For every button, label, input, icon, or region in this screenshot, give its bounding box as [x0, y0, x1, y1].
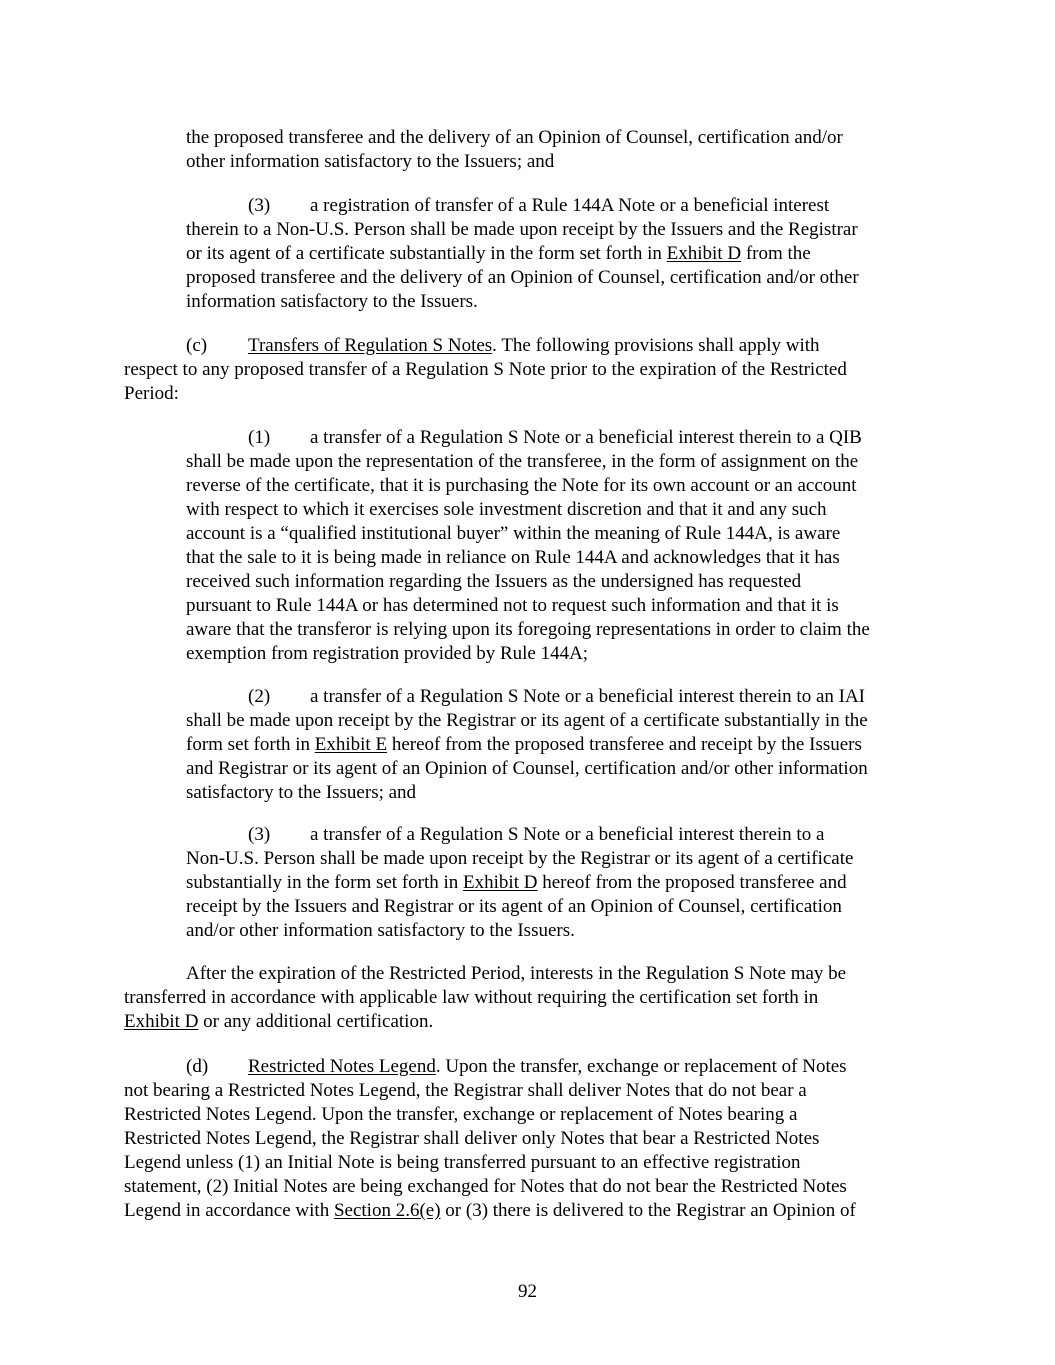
text-line: proposed transferee and the delivery of an Opinion of Counsel, certification and/or other — [186, 267, 859, 288]
clause-number: (c) — [186, 335, 208, 356]
section-heading: Transfers of Regulation S Notes — [248, 335, 493, 356]
text-line: a transfer of a Regulation S Note or a beneficial interest therein to an IAI — [310, 686, 866, 707]
text-line: from the — [741, 243, 811, 264]
text-line: other information satisfactory to the Issuers; and — [186, 151, 555, 172]
text-line: statement, (2) Initial Notes are being exchanged for Notes that do not bear the Restricted Notes — [124, 1176, 847, 1197]
text-line: Restricted Notes Legend, the Registrar shall deliver only Notes that bear a Restricted Notes — [124, 1128, 820, 1149]
text-line: shall be made upon receipt by the Registrar or its agent of a certificate substantially in the — [186, 710, 868, 731]
paragraph-after-expiration — [124, 962, 936, 1034]
paragraph-c3 — [186, 823, 936, 943]
paragraph-c — [124, 334, 936, 406]
text-line: Restricted Notes Legend. Upon the transfer, exchange or replacement of Notes bearing a — [124, 1104, 798, 1125]
text-line: pursuant to Rule 144A or has determined not to request such information and that it is — [186, 595, 839, 616]
text-line: substantially in the form set forth in — [186, 872, 464, 893]
text-line: receipt by the Issuers and Registrar or its agent of an Opinion of Counsel, certification — [186, 896, 842, 917]
text-line: satisfactory to the Issuers; and — [186, 782, 417, 803]
text-line: and/or other information satisfactory to the Issuers. — [186, 920, 575, 941]
text-line: Legend unless (1) an Initial Note is being transferred pursuant to an effective registration — [124, 1152, 801, 1173]
clause-number: (3) — [248, 824, 271, 845]
text-line: therein to a Non-U.S. Person shall be made upon receipt by the Issuers and the Registrar — [186, 219, 858, 240]
text-line: hereof from the proposed transferee and receipt by the Issuers — [387, 734, 862, 755]
paragraph-continuation — [186, 126, 936, 174]
text-line: with respect to which it exercises sole investment discretion and that it and any such — [186, 499, 827, 520]
text-line: Legend in accordance with — [124, 1200, 334, 1221]
text-line: or any additional certification. — [198, 1011, 434, 1032]
text-line: a transfer of a Regulation S Note or a beneficial interest therein to a QIB — [310, 427, 862, 448]
paragraph-c2 — [186, 685, 936, 805]
text-line: hereof from the proposed transferee and — [537, 872, 847, 893]
text-line: shall be made upon the representation of the transferee, in the form of assignment on the — [186, 451, 859, 472]
text-line: form set forth in — [186, 734, 315, 755]
text-line: . The following provisions shall apply with — [492, 335, 820, 356]
text-line: aware that the transferor is relying upon its foregoing representations in order to claim the — [186, 619, 870, 640]
text-line: Period: — [124, 383, 179, 404]
text-line: received such information regarding the Issuers as the undersigned has requested — [186, 571, 802, 592]
exhibit-d-link[interactable]: Exhibit D — [463, 872, 538, 893]
text-line: Non-U.S. Person shall be made upon receipt by the Registrar or its agent of a certificate — [186, 848, 854, 869]
text-line: a registration of transfer of a Rule 144A Note or a beneficial interest — [310, 195, 830, 216]
text-line: respect to any proposed transfer of a Regulation S Note prior to the expiration of the Restricted — [124, 359, 847, 380]
text-line: transferred in accordance with applicable law without requiring the certification set forth in — [124, 987, 819, 1008]
paragraph-c1 — [186, 426, 936, 666]
text-line: reverse of the certificate, that it is purchasing the Note for its own account or an account — [186, 475, 857, 496]
paragraph-d — [124, 1055, 936, 1223]
text-line: and Registrar or its agent of an Opinion of Counsel, certification and/or other information — [186, 758, 868, 779]
text-line: account is a “qualified institutional buyer” within the meaning of Rule 144A, is aware — [186, 523, 841, 544]
clause-number: (2) — [248, 686, 271, 707]
page-number: 92 — [518, 1281, 537, 1302]
exhibit-d-link[interactable]: Exhibit D — [124, 1011, 199, 1032]
text-line: information satisfactory to the Issuers. — [186, 291, 478, 312]
text-line: that the sale to it is being made in reliance on Rule 144A and acknowledges that it has — [186, 547, 840, 568]
exhibit-d-link[interactable]: Exhibit D — [666, 243, 742, 264]
text-line: exemption from registration provided by Rule 144A; — [186, 643, 589, 664]
section-2-6e-link[interactable]: Section 2.6(e) — [333, 1200, 441, 1221]
paragraph-b3 — [186, 194, 936, 314]
clause-number: (d) — [186, 1056, 209, 1077]
text-line: . Upon the transfer, exchange or replacement of Notes — [435, 1056, 847, 1077]
clause-number: (1) — [248, 427, 271, 448]
text-line: the proposed transferee and the delivery of an Opinion of Counsel, certification and/or — [186, 127, 843, 148]
text-line: or its agent of a certificate substantially in the form set forth in — [186, 243, 667, 264]
text-line: After the expiration of the Restricted Period, interests in the Regulation S Note may be — [186, 963, 847, 984]
text-line: a transfer of a Regulation S Note or a beneficial interest therein to a — [310, 824, 825, 845]
clause-number: (3) — [248, 195, 271, 216]
text-line: or (3) there is delivered to the Registrar an Opinion of — [440, 1200, 856, 1221]
exhibit-e-link[interactable]: Exhibit E — [314, 734, 388, 755]
text-line: not bearing a Restricted Notes Legend, the Registrar shall deliver Notes that do not bear a — [124, 1080, 807, 1101]
section-heading: Restricted Notes Legend — [248, 1056, 436, 1077]
